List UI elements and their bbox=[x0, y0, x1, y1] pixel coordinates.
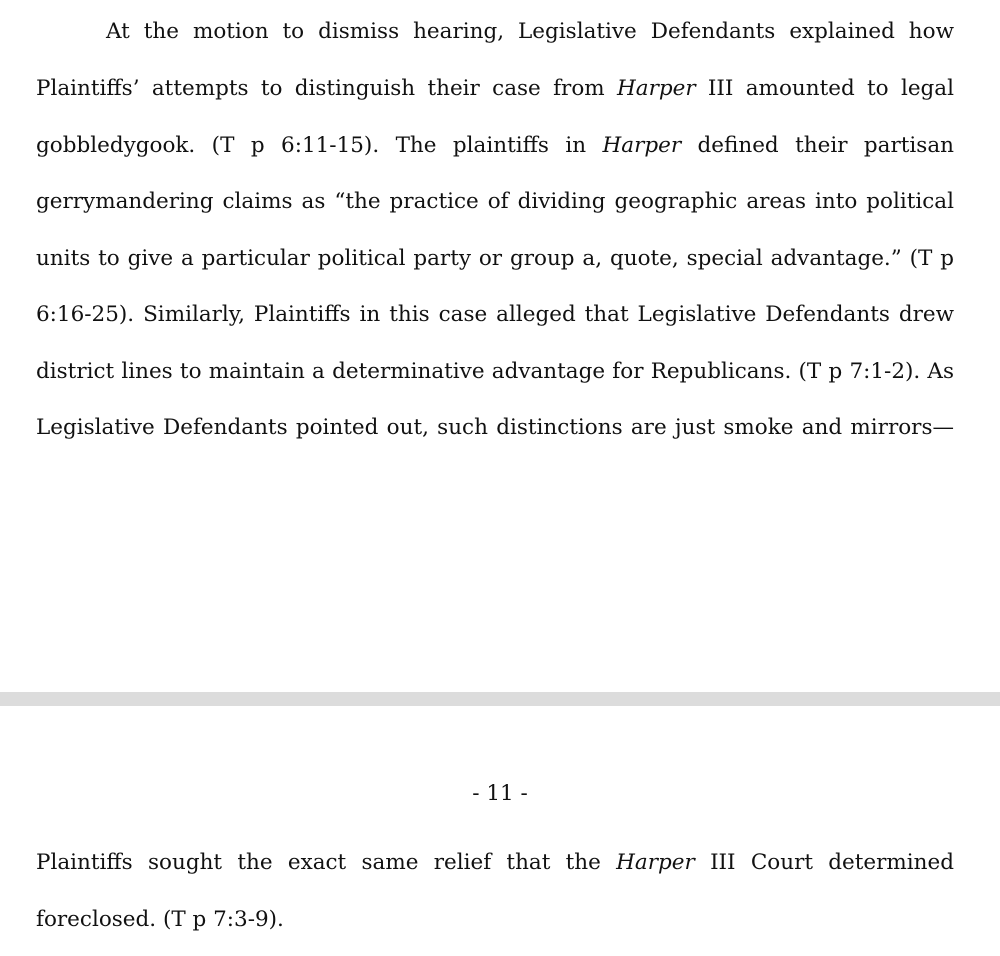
paragraph-line: district lines to maintain a determinative advantage for Republicans. (T p 7:1-2). As bbox=[36, 359, 954, 384]
paragraph-line: units to give a particular political party or group a, quote, special advantage.” (T p bbox=[36, 246, 954, 271]
case-name: Harper bbox=[602, 133, 682, 158]
paragraph-line: gerrymandering claims as “the practice of dividing geographic areas into political bbox=[36, 189, 954, 214]
page-number: - 11 - bbox=[472, 781, 528, 806]
paragraph-line: 6:16-25). Similarly, Plaintiffs in this case alleged that Legislative Defendants drew bbox=[36, 302, 954, 327]
paragraph-line: Legislative Defendants pointed out, such distinctions are just smoke and mirrors— bbox=[36, 415, 954, 440]
page-separator bbox=[0, 692, 1000, 706]
paragraph-line: Plaintiffs’ attempts to distinguish their case from Harper III amounted to legal bbox=[36, 76, 954, 101]
case-name: Harper bbox=[617, 76, 696, 101]
paragraph-line: Plaintiffs sought the exact same relief that the Harper III Court determined bbox=[36, 850, 954, 875]
paragraph-line: gobbledygook. (T p 6:11-15). The plaintiffs in Harper defined their partisan bbox=[36, 133, 954, 158]
case-name: Harper bbox=[616, 850, 695, 875]
paragraph-line: At the motion to dismiss hearing, Legislative Defendants explained how bbox=[106, 19, 954, 44]
paragraph-line: foreclosed. (T p 7:3-9). bbox=[36, 907, 284, 932]
